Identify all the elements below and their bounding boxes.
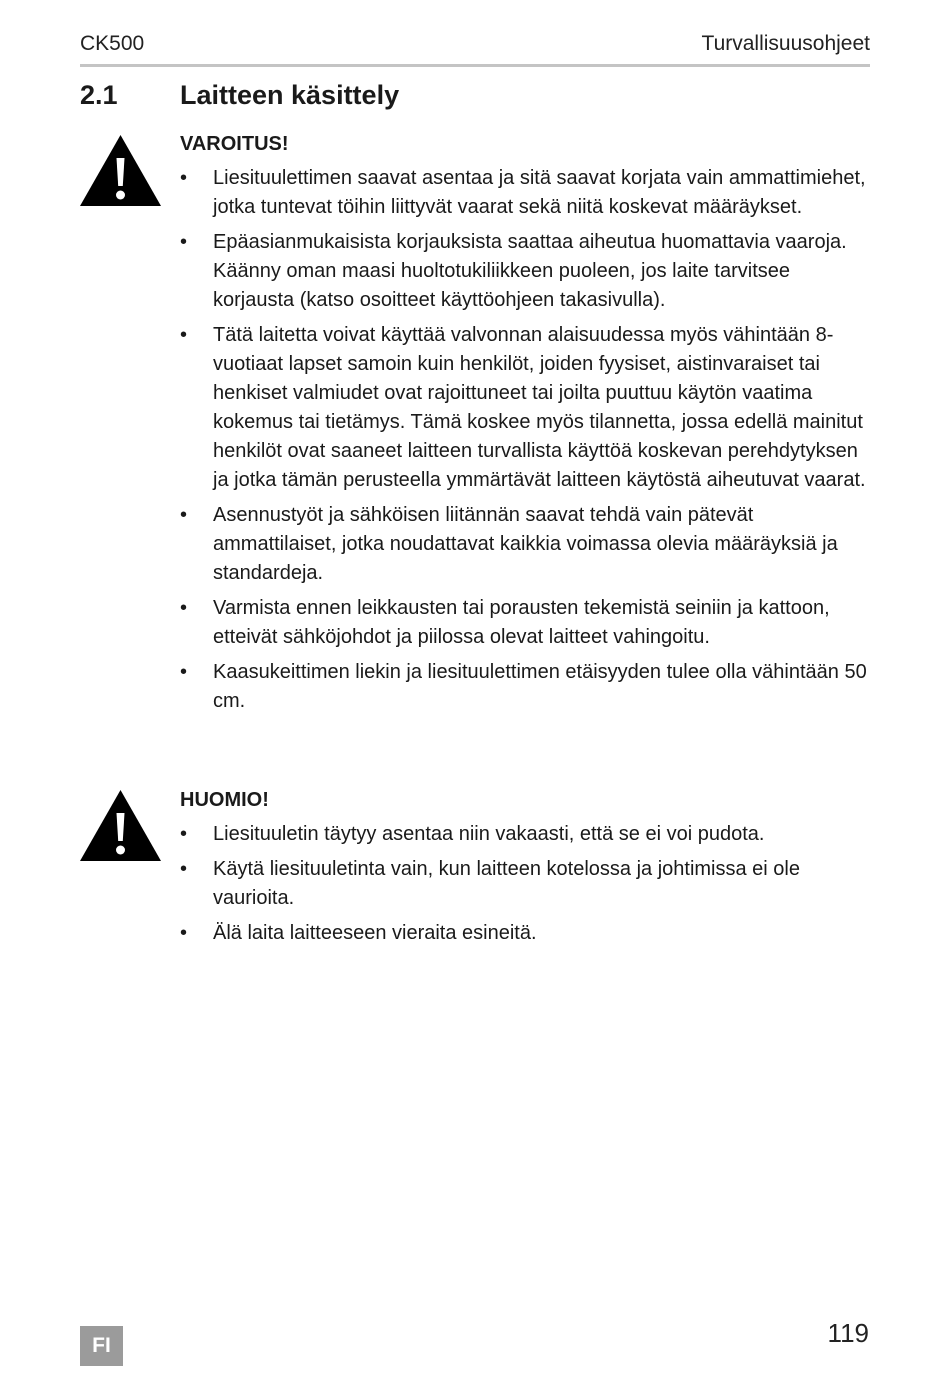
page-header — [80, 30, 870, 67]
list-item: • Liesituuletin täytyy asentaa niin vakaasti, että se ei voi pudota. — [180, 820, 875, 849]
section-title: Laitteen käsittely — [180, 80, 400, 110]
list-item: • Asennustyöt ja sähköisen liitännän saavat tehdä vain pätevät ammattilaiset, jotka noudattavat kaikkia voimassa olevia määräyksiä ja standardeja. — [180, 501, 875, 588]
warning-list — [180, 164, 875, 716]
list-item: • Epäasianmukaisista korjauksista saattaa aiheutua huomattavia vaaroja. Käänny oman maasi huoltotukiliikkeen puoleen, jos laite tarvitsee korjausta (katso osoitteet käyttöohjeen takasivulla). — [180, 228, 875, 315]
section-number: 2.1 — [80, 80, 118, 110]
notice-list — [180, 820, 875, 948]
list-item: • Tätä laitetta voivat käyttää valvonnan alaisuudessa myös vähintään 8-vuotiaat lapset samoin kuin henkilöt, joiden fyysiset, aistinvaraiset tai henkiset valmiudet ovat rajoittuneet tai joilta puuttuu käytön vaatima kokemus tai tietämys. Tämä koskee myös tilannetta, jossa edellä mainitut henkilöt ovat saaneet laitteen turvallista käyttöä koskevan perehdytyksen ja jotka tämän perusteella ymmärtävät laitteen käytöstä aiheutuvat vaarat. — [180, 321, 875, 495]
list-item: • Varmista ennen leikkausten tai porausten tekemistä seiniin ja kattoon, etteivät sähköjohdot ja piilossa olevat laitteet vahingoitu. — [180, 594, 875, 652]
chapter-title: Turvallisuusohjeet — [701, 32, 870, 55]
page-number: 119 — [827, 1318, 869, 1348]
product-name: CK500 — [80, 32, 145, 55]
language-badge: FI — [80, 1326, 123, 1366]
notice-label: HUOMIO! — [180, 789, 269, 811]
list-item: • Kaasukeittimen liekin ja liesituulettimen etäisyyden tulee olla vähintään 50 cm. — [180, 658, 875, 716]
list-item: • Käytä liesituuletinta vain, kun laitteen kotelossa ja johtimissa ei ole vaurioita. — [180, 855, 875, 913]
warning-block — [180, 130, 875, 722]
list-item: • Liesituulettimen saavat asentaa ja sitä saavat korjata vain ammattimiehet, jotka tuntevat töihin liittyvät vaarat sekä niitä koskevat määräykset. — [180, 164, 875, 222]
notice-triangle-icon — [79, 789, 162, 862]
warning-label: VAROITUS! — [180, 133, 289, 155]
list-item: • Älä laita laitteeseen vieraita esineitä. — [180, 919, 875, 948]
notice-block — [180, 786, 875, 954]
warning-triangle-icon — [79, 134, 162, 207]
